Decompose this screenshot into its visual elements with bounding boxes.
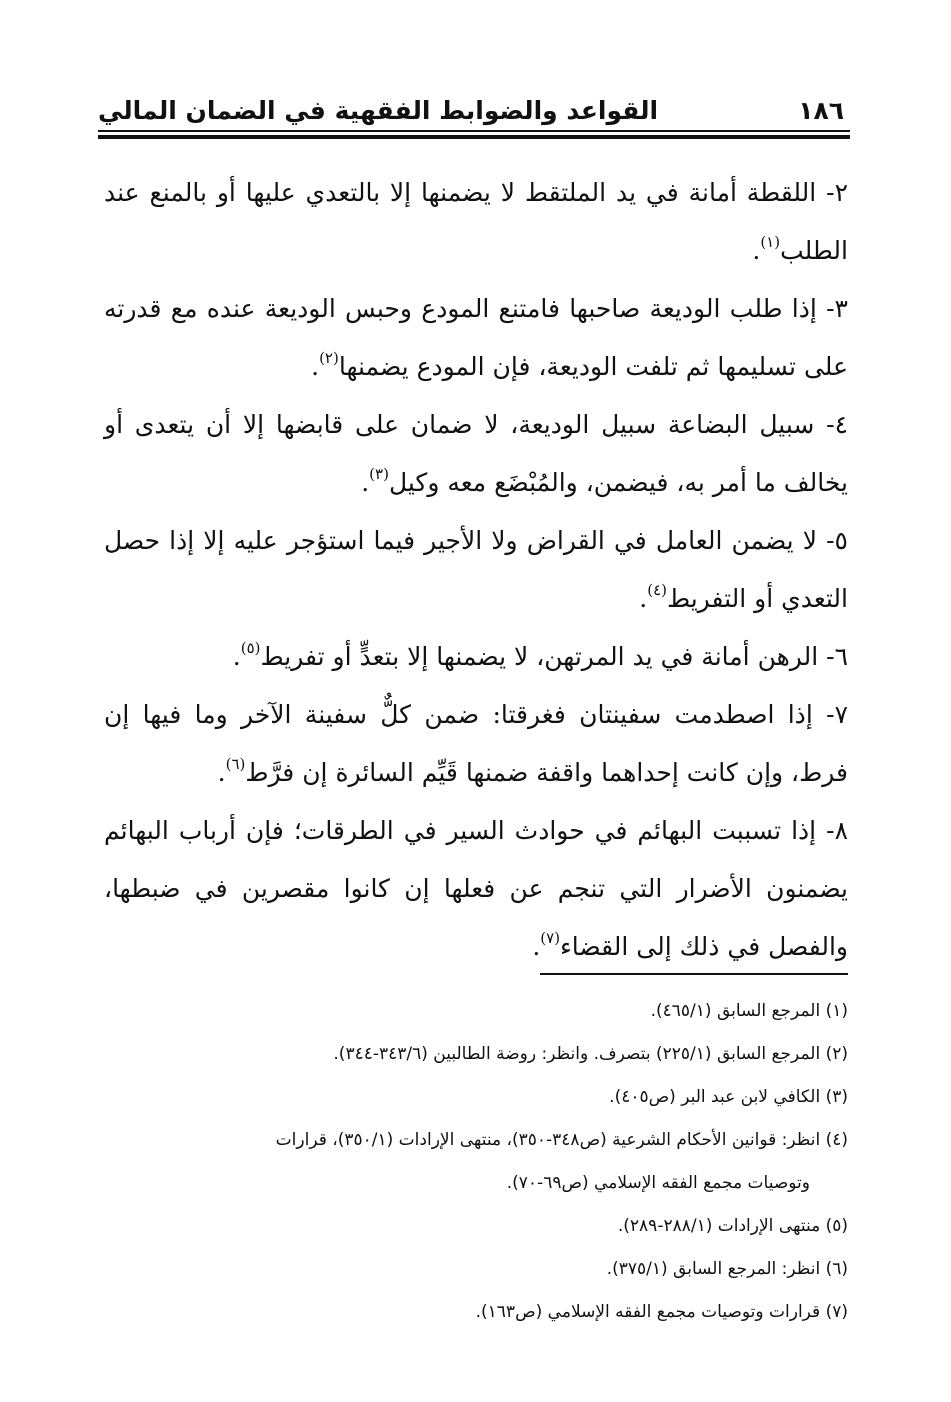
item-end: . [361,468,370,497]
item-number: ٥- [817,526,848,555]
item-number: ٧- [812,700,848,729]
item-number: ٨- [816,816,848,845]
footnote-ref[interactable]: (٧) [540,929,561,947]
page-header [98,94,850,130]
footnote-ref[interactable]: (٣) [369,465,389,483]
rule-item-7 [104,686,848,802]
item-end: . [217,758,226,787]
footnote-3: (٣) الكافي لابن عبد البر (ص٤٠٥). [609,1087,848,1107]
item-end: . [311,352,320,381]
footnote-ref[interactable]: (٢) [319,349,339,367]
rule-item-8 [104,802,848,976]
item-end: . [232,642,241,671]
item-end: . [639,584,648,613]
page-number: ١٨٦ [798,96,844,125]
header-rule-thin [98,130,850,132]
item-text: سبيل البضاعة سبيل الوديعة، لا ضمان على قابضها إلا أن يتعدى أو يخالف ما أمر به، فيضمن، والمُبْضَع معه وكيل [104,410,848,497]
footnotes [104,990,848,1334]
item-text: اللقطة أمانة في يد الملتقط لا يضمنها إلا بالتعدي عليها أو بالمنع عند الطلب [104,178,848,265]
rule-item-2 [104,164,848,280]
footnote-ref[interactable]: (٤) [647,581,667,599]
footnote-separator [540,973,848,975]
main-text [104,164,848,976]
item-number: ٣- [816,294,848,323]
footnote-ref[interactable]: (١) [760,233,781,251]
header-rule-thick [98,135,850,139]
item-end: . [752,236,761,265]
rule-item-4 [104,396,848,512]
footnote-6: (٦) انظر: المرجع السابق (٣٧٥/١). [606,1259,848,1279]
footnote-7: (٧) قرارات وتوصيات مجمع الفقه الإسلامي (ص١٦٣). [475,1302,848,1322]
item-number: ٤- [814,410,849,439]
item-text: إذا اصطدمت سفينتان فغرقتا: ضمن كلٌّ سفينة الآخر وما فيها إن فرط، وإن كانت إحداهما واقفة ضمنها قَيِّم السائرة إن فرَّط [104,700,848,787]
item-number: ٦- [818,642,848,671]
footnote-ref[interactable]: (٥) [240,639,261,657]
footnote-5: (٥) منتهى الإرادات (٢٨٨/١-٢٨٩). [617,1216,848,1236]
footnote-1: (١) المرجع السابق (٤٦٥/١). [650,1001,848,1021]
item-text: إذا تسببت البهائم في حوادث السير في الطرقات؛ فإن أرباب البهائم يضمنون الأضرار التي تنجم عن فعلها إن كانوا مقصرين في ضبطها، والفصل في ذلك إلى القضاء [104,816,848,961]
item-end: . [532,932,541,961]
footnote-4-continued: وتوصيات مجمع الفقه الإسلامي (ص٦٩-٧٠). [506,1173,810,1193]
item-number: ٢- [816,178,848,207]
rule-item-3 [104,280,848,396]
rule-item-6 [104,628,848,686]
running-title: القواعد والضوابط الفقهية في الضمان المالي [98,96,659,125]
footnote-ref[interactable]: (٦) [225,755,246,773]
rule-item-5 [104,512,848,628]
item-text: لا يضمن العامل في القراض ولا الأجير فيما استؤجر عليه إلا إذا حصل التعدي أو التفريط [104,526,848,613]
footnote-2: (٢) المرجع السابق (٢٢٥/١) بتصرف. وانظر: روضة الطالبين (٣٤٣/٦-٣٤٤). [333,1044,848,1064]
footnote-4: (٤) انظر: قوانين الأحكام الشرعية (ص٣٤٨-٣٥٠)، منتهى الإرادات (٣٥٠/١)، قرارات [275,1130,848,1150]
item-text: إذا طلب الوديعة صاحبها فامتنع المودع وحبس الوديعة عنده مع قدرته على تسليمها ثم تلفت الوديعة، فإن المودع يضمنها [104,294,848,381]
item-text: الرهن أمانة في يد المرتهن، لا يضمنها إلا بتعدٍّ أو تفريط [260,642,819,671]
